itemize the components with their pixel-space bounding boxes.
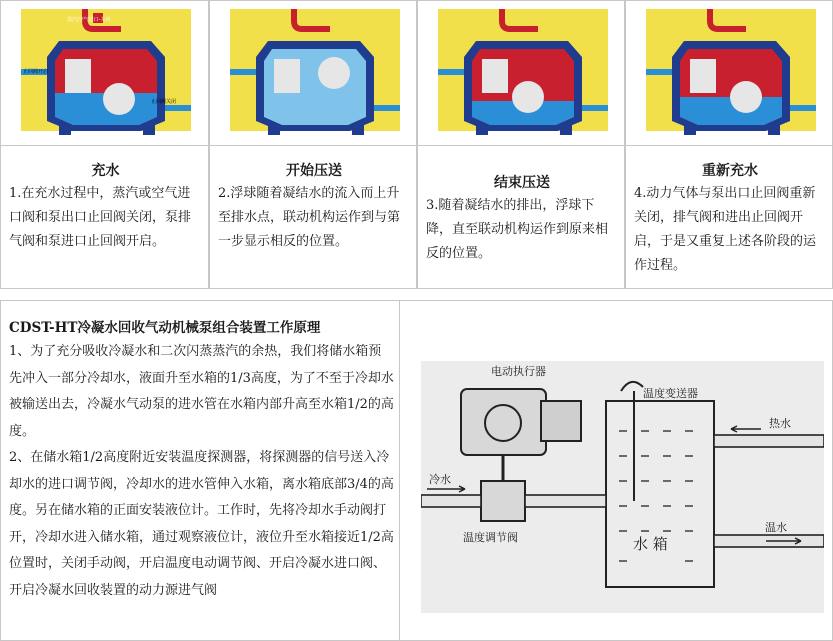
pump-illustration xyxy=(418,1,624,145)
step-cell xyxy=(417,146,625,289)
tank-outline xyxy=(606,401,714,587)
tank-label: 水 箱 xyxy=(633,535,668,553)
valve-body xyxy=(481,481,525,521)
arrow-right-icon xyxy=(427,486,465,492)
cold-water-label: 冷水 xyxy=(429,473,451,486)
system-schematic xyxy=(421,361,824,613)
step-cell xyxy=(0,146,209,289)
transmitter-label: 温度变送器 xyxy=(643,387,698,400)
section-title: CDST-HT冷凝水回收气动机械泵组合装置工作原理 xyxy=(9,320,321,336)
step-title: 开始压送 xyxy=(286,163,342,179)
pump-label: 止回阀开启 xyxy=(23,69,49,75)
pump-illustration xyxy=(1,1,208,145)
step2-pump-illustration xyxy=(209,0,417,146)
paragraph-1: 1、为了充分吸收冷凝水和二次闪蒸蒸汽的余热，我们将储水箱预先冲入一部分冷却水，液面升至水箱的1/3高度，为了不至于冷却水被输送出去，冷凝水气动泵的进水管在水箱内部升高至水箱1/2的高度。 xyxy=(9,344,394,439)
step-title: 结束压送 xyxy=(494,175,550,191)
step-text: 3.随着凝结水的排出，浮球下降，直至联动机构运作到原来相反的位置。 xyxy=(426,198,609,261)
step3-pump-illustration xyxy=(417,0,625,146)
step-cell xyxy=(209,146,417,289)
actuator-label: 电动执行器 xyxy=(491,365,546,378)
pump-label: 蒸汽/空气进口-关闭 xyxy=(67,17,111,23)
pump-illustration xyxy=(210,1,416,145)
valve-label: 温度调节阀 xyxy=(463,531,518,544)
warm-water-label: 温水 xyxy=(765,521,787,534)
principle-text xyxy=(9,317,394,604)
pump-label: 止回阀关闭 xyxy=(151,99,177,105)
hot-water-label: 热水 xyxy=(769,417,791,430)
pump-illustration xyxy=(626,1,832,145)
step-text: 1.在充水过程中，蒸汽或空气进口阀和泵出口止回阀关闭，泵排气阀和泵进口止回阀开启。 xyxy=(9,186,192,249)
step-cell xyxy=(625,146,833,289)
step1-pump-illustration xyxy=(0,0,209,146)
step4-pump-illustration xyxy=(625,0,833,146)
system-diagram xyxy=(421,361,824,613)
principle-section xyxy=(0,300,833,641)
step-text: 4.动力气体与泵出口止回阀重新关闭，排气阀和进出止回阀开启，于是又重复上述各阶段的运作过程。 xyxy=(634,186,817,273)
step-title: 充水 xyxy=(91,163,120,179)
process-steps-table xyxy=(0,0,833,289)
column-divider xyxy=(399,301,400,640)
paragraph-2: 2、在储水箱1/2高度附近安装温度探测器，将探测器的信号送入冷却水的进口调节阀，冷却水的进水管伸入水箱，离水箱底部3/4的高度。另在储水箱的正面安装液位计。工作时，先将冷却水手动阀打开，冷却水进入储水箱，通过观察液位计，液位升至水箱接近1/2高位置时，关闭手动阀，开启温度电动调节阀、开启冷凝水进口阀、开启冷凝水回收装置的动力源进气阀 xyxy=(9,450,394,598)
actuator-body xyxy=(461,389,546,455)
arrow-left-icon xyxy=(731,426,761,432)
step-title: 重新充水 xyxy=(702,163,758,179)
step-text: 2.浮球随着凝结水的流入而上升至排水点，联动机构运作到与第一步显示相反的位置。 xyxy=(218,186,401,249)
